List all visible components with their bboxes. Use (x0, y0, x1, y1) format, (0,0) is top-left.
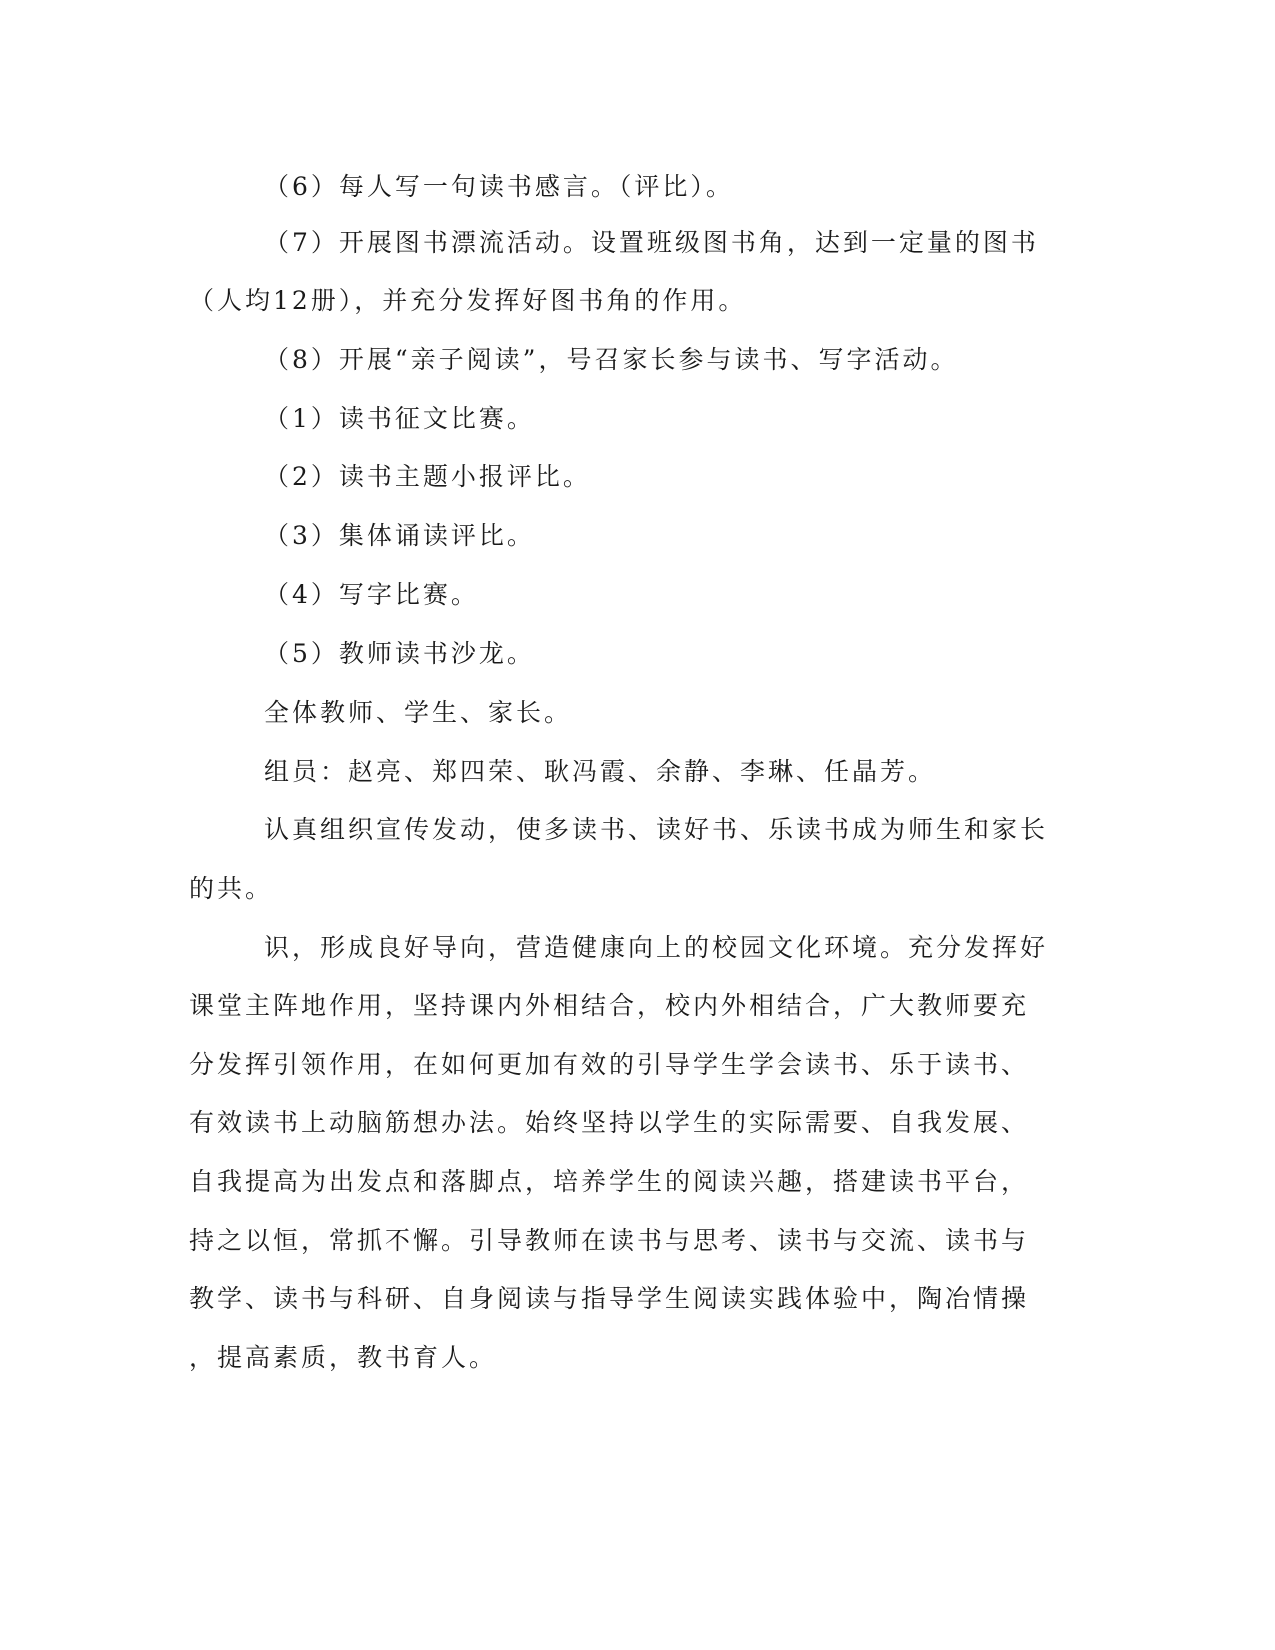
item-7-continuation: （人均12册），并充分发挥好图书角的作用。 (189, 286, 747, 315)
paragraph-line: ，提高素质，教书育人。 (189, 1343, 498, 1372)
paragraph-line: 持之以恒，常抓不懈。引导教师在读书与思考、读书与交流、读书与 (189, 1226, 1030, 1255)
activity-5-text: （5）教师读书沙龙。 (264, 639, 535, 668)
item-6-text: （6）每人写一句读书感言。（评比）。 (264, 172, 734, 201)
paragraph-line: 识，形成良好导向，营造健康向上的校园文化环境。充分发挥好 (264, 933, 1049, 962)
activity-3-text: （3）集体诵读评比。 (264, 521, 535, 550)
paragraph-line: 有效读书上动脑筋想办法。始终坚持以学生的实际需要、自我发展、 (189, 1108, 1030, 1137)
participants-text: 全体教师、学生、家长。 (264, 698, 573, 727)
paragraph-line: 认真组织宣传发动，使多读书、读好书、乐读书成为师生和家长 (264, 815, 1049, 844)
item-7-text: （7）开展图书漂流活动。设置班级图书角，达到一定量的图书 (264, 228, 1039, 257)
paragraph-line: 教学、读书与科研、自身阅读与指导学生阅读实践体验中，陶冶情操 (189, 1284, 1030, 1313)
activity-1-text: （1）读书征文比赛。 (264, 404, 535, 433)
paragraph-line: 分发挥引领作用，在如何更加有效的引导学生学会读书、乐于读书、 (189, 1050, 1030, 1079)
activity-2-text: （2）读书主题小报评比。 (264, 462, 591, 491)
paragraph-line: 的共。 (189, 874, 274, 903)
activity-4-text: （4）写字比赛。 (264, 580, 479, 609)
item-8-text: （8）开展“亲子阅读”，号召家长参与读书、写字活动。 (264, 345, 959, 374)
members-text: 组员：赵亮、郑四荣、耿冯霞、余静、李琳、任晶芳。 (264, 757, 937, 786)
paragraph-line: 课堂主阵地作用，坚持课内外相结合，校内外相结合，广大教师要充 (189, 991, 1030, 1020)
paragraph-line: 自我提高为出发点和落脚点，培养学生的阅读兴趣，搭建读书平台， (189, 1167, 1030, 1196)
